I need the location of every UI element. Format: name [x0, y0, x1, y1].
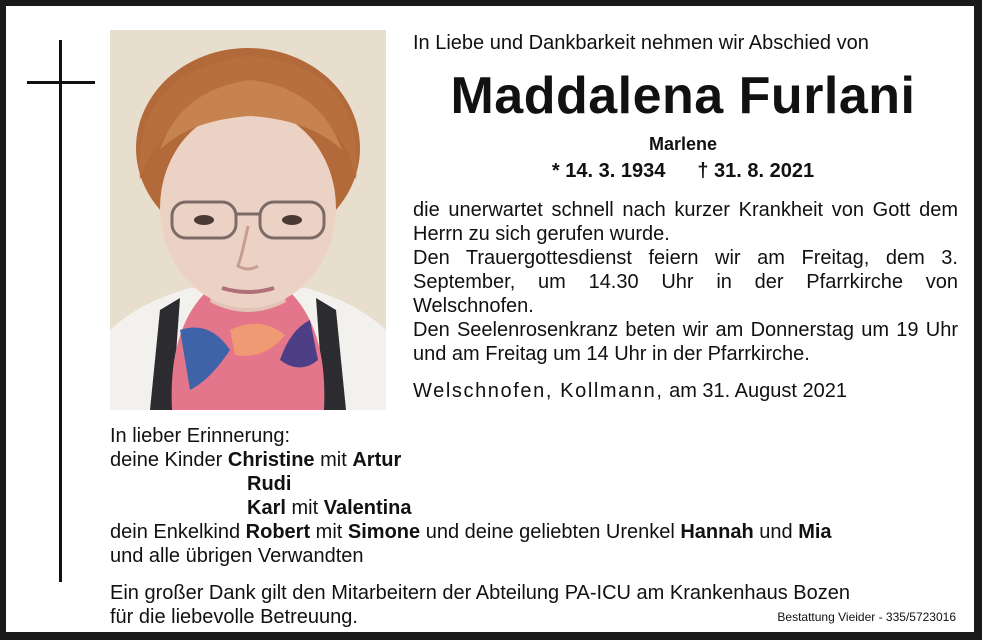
- child-name: Karl: [247, 497, 286, 519]
- notice-paragraph: die unerwartet schnell nach kurzer Krankheit von Gott dem Herrn zu sich gerufen wurde.: [413, 199, 958, 245]
- partner-name: Valentina: [323, 497, 412, 519]
- obituary-card: [6, 6, 974, 632]
- children-line-2: [110, 472, 960, 496]
- children-line-3: [110, 496, 960, 520]
- thanks-line-1: Ein großer Dank gilt den Mitarbeitern der Abteilung PA-ICU am Krankenhaus Bozen: [110, 582, 851, 604]
- birth-date: * 14. 3. 1934: [551, 160, 666, 182]
- notice-paragraph: Den Seelenrosenkranz beten wir am Donnerstag um 19 Uhr und am Freitag um 14 Uhr in der Pfarrkirche.: [413, 319, 958, 365]
- portrait-photo: [110, 30, 386, 410]
- family-heading: In lieber Erinnerung:: [110, 425, 291, 447]
- deceased-nickname: Marlene: [648, 134, 718, 154]
- undertaker-credit: Bestattung Vieider - 335/5723016: [777, 610, 956, 624]
- place: Welschnofen, Kollmann,: [413, 380, 664, 402]
- life-dates: [413, 160, 953, 183]
- relatives-line: und alle übrigen Verwandten: [110, 545, 364, 567]
- portrait-illustration: [110, 30, 386, 410]
- children-prefix: deine Kinder: [110, 449, 223, 471]
- cross-horizontal-bar: [27, 81, 95, 84]
- notice-date: am 31. August 2021: [669, 380, 847, 402]
- grandchild-name: Robert: [245, 521, 311, 543]
- grandchild-partner: Simone: [347, 521, 421, 543]
- children-line-1: [110, 448, 960, 472]
- notice-body: [413, 198, 958, 366]
- death-date: † 31. 8. 2021: [697, 160, 815, 182]
- intro-line: In Liebe und Dankbarkeit nehmen wir Abschied von: [413, 32, 869, 54]
- joiner: und: [759, 521, 793, 543]
- great-grandchild-name: Mia: [798, 521, 832, 543]
- partner-name: Artur: [352, 449, 402, 471]
- grand-prefix: dein Enkelkind: [110, 521, 241, 543]
- deceased-name: Maddalena Furlani: [450, 67, 916, 125]
- notice-paragraph: Den Trauergottesdienst feiern wir am Freitag, dem 3. September, um 14.30 Uhr in der Pfarrkirche von Welschnofen.: [413, 247, 958, 317]
- great-prefix: und deine geliebten Urenkel: [425, 521, 675, 543]
- place-and-date: [413, 380, 847, 403]
- cross-vertical-bar: [59, 40, 62, 582]
- grandchildren-line: [110, 520, 960, 544]
- thanks-line-2: für die liebevolle Betreuung.: [110, 606, 358, 628]
- child-name: Christine: [227, 449, 315, 471]
- great-grandchild-name: Hannah: [680, 521, 754, 543]
- family-section: [110, 424, 960, 568]
- child-name: Rudi: [247, 473, 292, 495]
- joiner: mit: [315, 521, 343, 543]
- joiner: mit: [291, 497, 319, 519]
- joiner: mit: [320, 449, 347, 471]
